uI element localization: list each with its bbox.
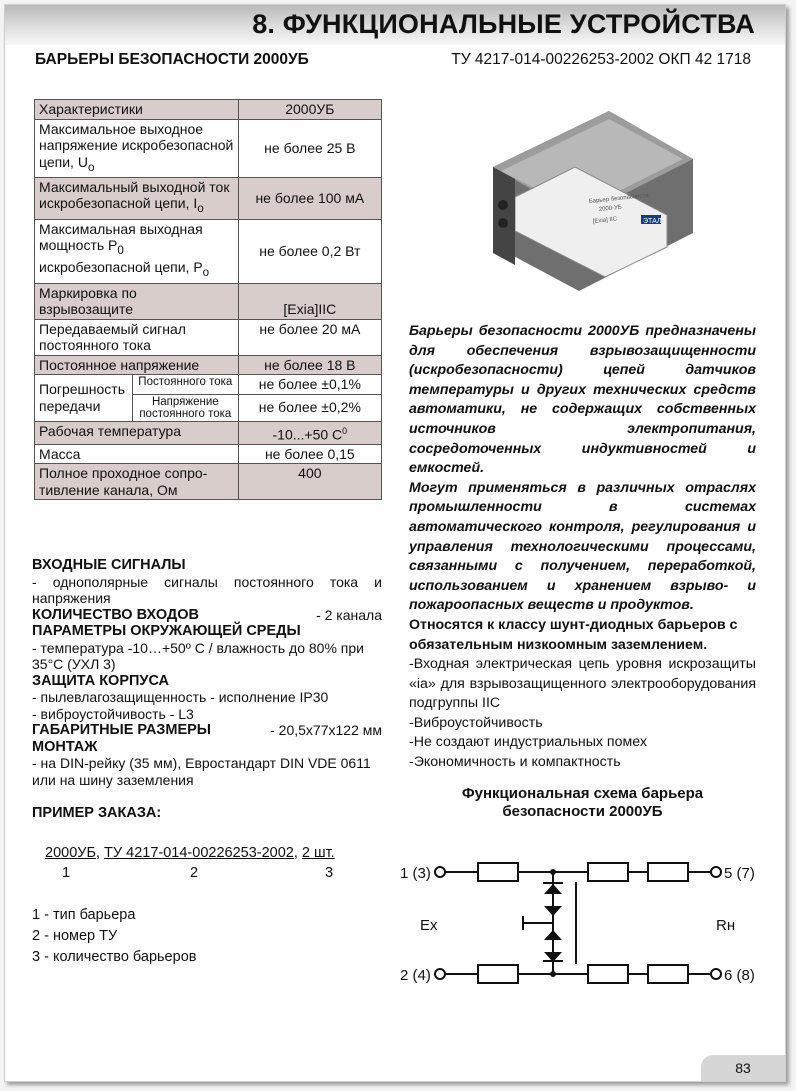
table-header-model: 2000УБ — [238, 100, 381, 120]
resistor — [478, 965, 518, 983]
row-value: [Exia]IIC — [238, 283, 381, 319]
table-row — [35, 355, 382, 375]
schema-title: Функциональная схема барьера безопасности 2000УБ — [461, 785, 704, 820]
row-sublabel: Напряжение постоянного тока — [132, 394, 238, 421]
protection-text: - виброустойчивость - L3 — [32, 705, 194, 722]
input-text: - однополярные сигналы постоянного тока и напряжения — [32, 573, 382, 606]
pin-label: 5 (7) — [724, 865, 755, 882]
count-heading: КОЛИЧЕСТВО ВХОДОВ — [32, 606, 199, 623]
spec-table — [34, 99, 382, 500]
diode-bar — [543, 960, 563, 962]
row-value: не более 100 мА — [238, 177, 381, 219]
terminal — [435, 969, 445, 979]
header-band — [5, 5, 785, 45]
device-label-line1: Барьер безопасности — [588, 192, 649, 205]
order-example: 2000УБ, ТУ 4217-014-00226253-2002, 2 шт. — [45, 845, 335, 861]
resistor — [648, 863, 688, 881]
device-label-line2: 2000-УБ — [598, 204, 623, 213]
section-title: 8. ФУНКЦИОНАЛЬНЫЕ УСТРОЙСТВА — [252, 9, 755, 39]
description — [409, 322, 756, 773]
row-label: Полное проходное сопро- тивление канала, Ом — [35, 464, 239, 500]
row-value: не более 0,15 — [238, 444, 381, 464]
row-label: Передаваемый сигнал постоянного тока — [35, 319, 239, 355]
feature-item: -Экономичность и компактность — [409, 754, 621, 771]
env-heading: ПАРАМЕТРЫ ОКРУЖАЮЩЕЙ СРЕДЫ — [32, 623, 301, 639]
legend-item: 3 - количество барьеров — [32, 949, 197, 965]
diode — [544, 884, 562, 894]
description-p2: Могут применяться в различных отраслях промышленности в системах автоматического контроля, регулирования и управления технологическими процессами, связанными с получением, переработкой, использованием и хранением взрыво- и пожароопасных веществ и продуктов. — [409, 479, 756, 614]
protection-heading: ЗАЩИТА КОРПУСА — [32, 672, 170, 689]
resistor — [588, 965, 628, 983]
description-p3: Относятся к классу шунт-диодных барьеров с обязательным низкоомным заземлением. — [409, 616, 738, 653]
diode — [544, 906, 562, 916]
row-value: не более 0,2 Вт — [238, 219, 381, 283]
terminal — [711, 867, 721, 877]
table-row — [35, 464, 382, 500]
legend-item: 1 - тип барьера — [32, 907, 136, 923]
product-title: БАРЬЕРЫ БЕЗОПАСНОСТИ 2000УБ — [35, 51, 309, 68]
row-label: Постоянное напряжение — [35, 355, 239, 375]
order-index: 2 — [190, 865, 199, 881]
legend-item: 2 - номер ТУ — [32, 928, 118, 944]
order-part: 2 шт. — [301, 845, 335, 861]
resistor — [478, 863, 518, 881]
device-side — [493, 167, 515, 265]
diode-bar — [543, 882, 563, 884]
order-index: 3 — [325, 865, 334, 881]
pin-label: 1 (3) — [400, 865, 431, 882]
row-label: Рабочая температура — [35, 421, 239, 444]
table-row — [35, 375, 382, 395]
device-photo — [471, 105, 701, 305]
order-part: ТУ 4217-014-00226253-2002 — [104, 845, 294, 861]
feature-item: -Не создают индустриальных помех — [409, 734, 647, 751]
product-codes: ТУ 4217-014-00226253-2002 ОКП 42 1718 — [451, 51, 751, 68]
feature-item: -Виброустойчивость — [409, 714, 543, 731]
mount-heading: МОНТАЖ — [32, 738, 98, 755]
count-row — [32, 607, 382, 624]
row-label: Масса — [35, 444, 239, 464]
row-value: не более 20 мА — [238, 319, 381, 355]
row-value: 400 — [238, 464, 381, 500]
junction — [550, 971, 556, 977]
order-index: 1 — [62, 865, 71, 881]
table-header-label: Характеристики — [35, 100, 239, 120]
table-row — [35, 421, 382, 444]
mount-text: - на DIN-рейку (35 мм), Евростандарт DIN VDE 0611 или на шину заземления — [32, 755, 371, 788]
resistor — [588, 863, 628, 881]
order-title: ПРИМЕР ЗАКАЗА: — [32, 805, 162, 821]
page-number: 83 — [701, 1055, 785, 1081]
input-heading: ВХОДНЫЕ СИГНАЛЫ — [32, 557, 186, 573]
count-value: - 2 канала — [316, 606, 382, 623]
row-value: не более 25 В — [238, 119, 381, 177]
diode — [544, 930, 562, 940]
order-legend — [32, 905, 196, 968]
table-row — [35, 319, 382, 355]
terminal — [711, 969, 721, 979]
feature-item: -Входная электрическая цепь уровня искрозащиты «ia» для взрывозащищенного электрооборудования подгруппы IIC — [409, 656, 756, 712]
row-sublabel: Постоянного тока — [132, 375, 238, 395]
terminal — [435, 867, 445, 877]
row-value: не более 18 В — [238, 355, 381, 375]
row-label: Максимальная выходная мощность $Р_0$ искробезопасной цепи, $Р_o$ — [35, 219, 239, 283]
device-label-line3: [Exia] IIC — [592, 216, 618, 225]
brand-logo-text: ЭТАЛ — [643, 218, 662, 225]
env-text: - температура -10…+50º С / влажность до 80% при 35°С (УХЛ 3) — [32, 639, 364, 672]
terminal-screw — [498, 200, 508, 210]
row-label: Погрешность передачи — [35, 375, 133, 422]
pin-label: 2 (4) — [400, 967, 431, 984]
dimensions-heading: ГАБАРИТНЫЕ РАЗМЕРЫ — [32, 722, 212, 738]
row-value: не более ±0,2% — [238, 394, 381, 421]
dimensions-value: - 20,5х77х122 мм — [270, 722, 382, 738]
table-header-row — [35, 100, 382, 120]
ex-label: Ex — [420, 917, 438, 934]
row-label: Максимальное выходное напряжение искробезопасной цепи, $U_o$ — [35, 119, 239, 177]
row-value: не более ±0,1% — [238, 375, 381, 395]
dimensions-row — [32, 722, 382, 739]
table-row — [35, 219, 382, 283]
page — [4, 4, 786, 1082]
description-p1: Барьеры безопасности 2000УБ предназначены для обеспечения взрывозащищенности (искробезопасности) цепей датчиков температуры и других технических средств автоматики, не содержащих собственных источников электропитания, сосредоточенных индуктивностей и емкостей. — [409, 323, 756, 477]
functional-schema — [398, 848, 758, 993]
resistor — [648, 965, 688, 983]
row-value: -10...+50 $С^0$ — [238, 421, 381, 444]
table-row — [35, 119, 382, 177]
terminal-screw — [498, 218, 508, 228]
table-row — [35, 283, 382, 319]
pin-label: 6 (8) — [724, 967, 755, 984]
order-part: 2000УБ — [45, 845, 96, 861]
protection-text: - пылевлагозащищенность - исполнение IP30 — [32, 689, 329, 705]
load-label: Rн — [716, 917, 736, 934]
table-row — [35, 177, 382, 219]
parameters — [32, 557, 382, 788]
row-label: Маркировка по взрывозащите — [35, 283, 239, 319]
table-row — [35, 444, 382, 464]
row-label: Максимальный выходной ток искробезопасной цепи, $I_o$ — [35, 177, 239, 219]
junction — [550, 869, 556, 875]
